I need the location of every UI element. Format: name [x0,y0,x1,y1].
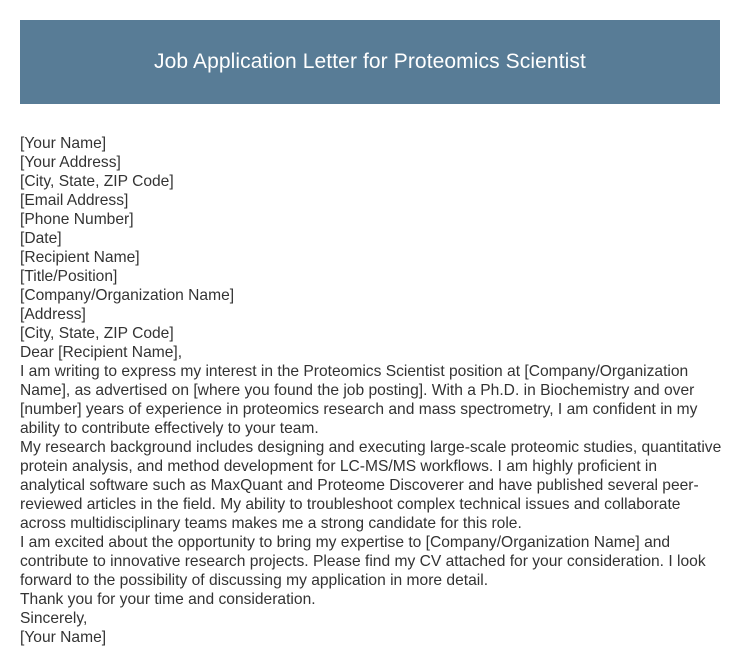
recipient-address: [Address] [20,306,86,323]
sender-city-state-zip: [City, State, ZIP Code] [20,173,174,190]
paragraph-excitement: I am excited about the opportunity to bring my expertise to [Company/Organization Name] and contribute to innovative research projects. Please find my CV attached for your consideration. I look forward to the possibility of discussing my application in more detail. [20,534,706,589]
recipient-company: [Company/Organization Name] [20,287,235,304]
title-banner [20,20,720,104]
recipient-name: [Recipient Name] [20,249,140,266]
paragraph-background: My research background includes designing and executing large-scale proteomic studies, quantitative protein analysis, and method development for LC-MS/MS workflows. I am highly proficient in analytical software such as MaxQuant and Proteome Discoverer and have published several peer-reviewed articles in the field. My ability to troubleshoot complex technical issues and collaborate across multidisciplinary teams makes me a strong candidate for this role. [20,439,722,532]
sender-name: [Your Name] [20,135,107,152]
sender-email: [Email Address] [20,192,129,209]
sender-block [20,134,725,248]
sender-phone: [Phone Number] [20,211,134,228]
paragraph-thanks: Thank you for your time and consideration. [20,591,316,608]
paragraph-intro: I am writing to express my interest in the Proteomics Scientist position at [Company/Organization Name], as advertised on [where you found the job posting]. With a Ph.D. in Biochemistry and over [number] years of experience in proteomics research and mass spectrometry, I am confident in my ability to contribute effectively to your team. [20,363,698,437]
recipient-block [20,248,725,343]
letter-date: [Date] [20,230,62,247]
page-title: Job Application Letter for Proteomics Scientist [154,50,586,73]
salutation: Dear [Recipient Name], [20,344,183,361]
recipient-city-state-zip: [City, State, ZIP Code] [20,325,174,342]
signature: [Your Name] [20,629,107,646]
sender-address: [Your Address] [20,154,121,171]
letter-body [20,134,725,647]
closing: Sincerely, [20,610,88,627]
recipient-title: [Title/Position] [20,268,118,285]
